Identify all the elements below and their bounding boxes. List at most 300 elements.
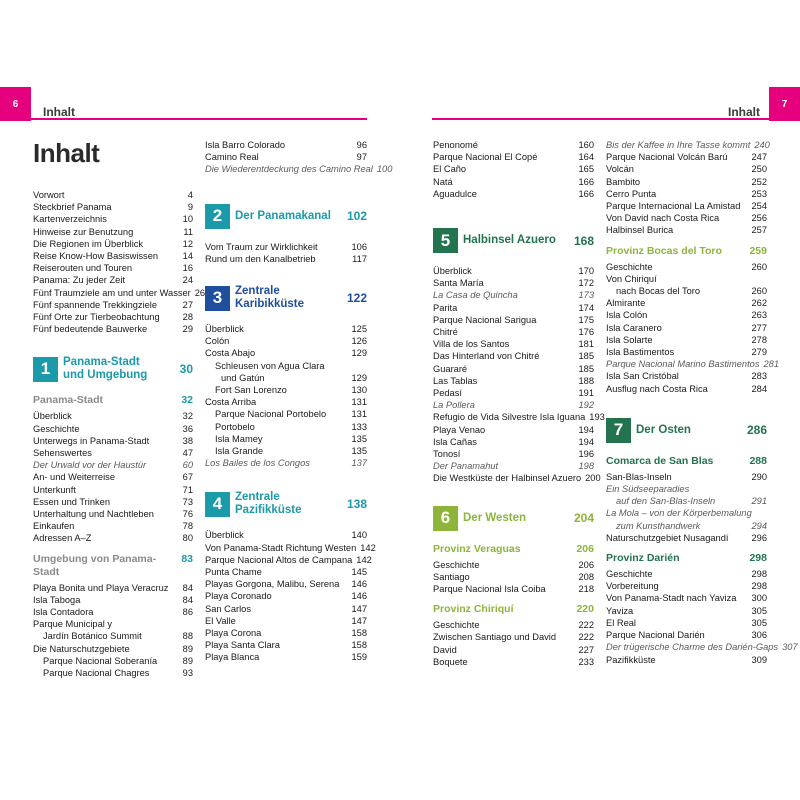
toc-entry-title: Unterhaltung und Nachtleben [33,509,154,520]
section-bocas-del-toro[interactable] [606,245,767,258]
chapter-5-heading[interactable] [433,228,594,253]
toc-list-chiriqui [433,619,594,668]
toc-entry-page: 32 [182,411,193,422]
section-page: 220 [576,603,594,616]
toc-list-col4-top [606,139,770,237]
toc-entry-page: 164 [578,152,594,163]
toc-entry-title: David [433,644,457,655]
toc-entry-page: 206 [578,559,594,570]
toc-entry-page: 222 [578,620,594,631]
toc-entry[interactable] [33,594,193,606]
toc-entry-page: 298 [751,569,767,580]
toc-entry[interactable] [433,163,594,175]
chapter-3-title-line1: Zentrale [235,285,280,298]
toc-entry-page: 290 [751,471,767,482]
toc-list-veraguas [433,559,594,596]
toc-entry-title: El Real [606,617,636,628]
toc-entry[interactable] [606,580,767,592]
toc-entry-page: 198 [578,461,594,472]
section-title: Comarca de San Blas [606,454,714,467]
toc-entry-page: 170 [578,266,594,277]
toc-entry-page: 67 [182,472,193,483]
toc-entry[interactable] [33,655,193,667]
toc-entry[interactable] [433,350,594,362]
toc-entry-page: 284 [751,383,767,394]
toc-list-col3-top [433,139,594,200]
toc-entry[interactable] [33,274,193,286]
toc-entry[interactable] [606,495,767,507]
toc-entry[interactable] [433,277,594,289]
section-chiriqui[interactable] [433,603,594,616]
toc-entry[interactable] [433,326,594,338]
toc-entry-page: 165 [578,164,594,175]
toc-entry[interactable] [606,617,767,629]
toc-entry[interactable] [606,334,767,346]
toc-entry[interactable] [606,176,767,188]
toc-entry[interactable] [33,643,193,655]
toc-entry-title: Playa Coronado [205,591,272,602]
toc-entry[interactable] [433,644,594,656]
toc-entry[interactable] [205,372,367,384]
toc-entry[interactable] [33,250,193,262]
toc-entry-title: Volcán [606,164,634,175]
toc-entry[interactable] [606,322,767,334]
toc-entry[interactable] [33,496,193,508]
toc-entry-page: 257 [751,225,767,236]
toc-entry[interactable] [205,396,367,408]
toc-entry[interactable] [606,261,767,273]
toc-entry-page: 233 [578,656,594,667]
toc-list-chapter-4 [205,529,376,663]
page-number-left: 6 [12,98,19,110]
toc-entry[interactable] [433,424,594,436]
chapter-3-page: 122 [346,291,367,306]
toc-entry-page: 117 [352,253,367,264]
toc-entry-title: Geschichte [433,620,480,631]
toc-entry-title: Parque Nacional Volcán Barú [606,152,728,163]
chapter-6-page: 204 [573,511,594,526]
toc-entry[interactable] [433,472,601,484]
section-page: 32 [181,394,193,407]
toc-entry[interactable] [433,460,594,472]
chapter-6-heading[interactable] [433,506,594,531]
toc-entry[interactable] [33,311,193,323]
toc-entry-page: 194 [578,436,594,447]
toc-entry-page: 84 [182,582,193,593]
section-title: Provinz Chiriquí [433,603,514,616]
toc-entry-title: Yaviza [606,605,634,616]
toc-entry-page: 256 [751,213,767,224]
toc-entry[interactable] [606,592,767,604]
toc-entry[interactable] [205,408,367,420]
toc-entry[interactable] [33,630,193,642]
toc-entry[interactable] [606,520,767,532]
toc-entry-title: Geschichte [606,569,653,580]
chapter-3-heading[interactable] [205,285,367,311]
chapter-1-title-line1: Panama-Stadt [63,356,140,369]
toc-entry-title: Refugio de Vida Silvestre Isla Iguana [433,412,586,423]
toc-entry[interactable] [433,583,594,595]
toc-entry[interactable] [433,619,594,631]
toc-entry-page: 298 [751,581,767,592]
toc-entry-title: Unterkunft [33,484,76,495]
toc-entry[interactable] [433,375,594,387]
toc-entry-title: Fünf Orte zur Tierbeobachtung [33,312,160,323]
toc-entry-page: 185 [578,351,594,362]
toc-entry-page: 145 [351,567,367,578]
toc-entry-page: 200 [585,473,601,484]
toc-entry[interactable] [33,226,193,238]
toc-entry-title: Von Chiriquí [606,273,657,284]
toc-entry-title: Natá [433,176,453,187]
toc-entry[interactable] [433,363,594,375]
toc-entry-title: Isla Bastimentos [606,347,675,358]
toc-entry-page: 196 [578,449,594,460]
toc-entry[interactable] [606,370,767,382]
toc-entry[interactable] [433,387,594,399]
toc-entry[interactable] [606,532,767,544]
toc-entry[interactable] [433,314,594,326]
toc-entry-title: Überblick [205,324,244,335]
chapter-1-number: 1 [33,357,58,382]
toc-entry-page: 38 [182,435,193,446]
toc-entry[interactable] [33,532,193,544]
section-title: Umgebung von Panama-Stadt [33,552,157,578]
toc-entry-page: 176 [578,327,594,338]
toc-entry-title: Ausflug nach Costa Rica [606,383,708,394]
toc-entry-page: 26 [194,287,206,298]
toc-list-chapter-5 [433,265,605,485]
toc-entry-title: Das Hinterland von Chitré [433,351,540,362]
toc-entry[interactable] [33,520,193,532]
toc-entry[interactable] [33,299,193,311]
toc-entry[interactable] [205,323,367,335]
toc-entry-title: Adressen A–Z [33,533,92,544]
toc-entry-page: 160 [578,140,594,150]
chapter-4-title-line1: Zentrale [235,491,280,504]
toc-entry[interactable] [205,253,367,265]
toc-entry[interactable] [433,302,594,314]
toc-entry-title: Ein Südseeparadies [606,484,690,495]
toc-entry-title: Parque Nacional Portobelo [215,409,327,420]
section-title: Provinz Bocas del Toro [606,244,722,257]
section-umgebung[interactable] [33,553,193,579]
toc-entry[interactable] [205,457,367,469]
toc-entry-title: Schleusen von Agua Clara [215,360,325,371]
section-page: 206 [576,542,594,555]
toc-entry[interactable] [433,289,594,301]
toc-column-2 [205,139,393,664]
toc-entry-page: 250 [751,164,767,175]
toc-entry-title: Parque Nacional Sarigua [433,314,537,325]
toc-entry[interactable] [33,484,193,496]
toc-entry[interactable] [33,262,193,274]
toc-entry-page: 80 [182,533,193,544]
toc-entry[interactable] [606,273,767,285]
toc-entry-page: 142 [360,542,376,553]
toc-entry[interactable] [433,188,594,200]
running-head-right: Inhalt [728,105,760,119]
toc-entry[interactable] [33,606,193,618]
toc-entry-title: Isla Grande [215,446,264,457]
section-san-blas[interactable] [606,455,767,468]
toc-entry-title: Parque Nacional El Copé [433,152,538,163]
toc-entry[interactable] [606,641,798,653]
toc-entry[interactable] [606,483,767,495]
toc-entry-title: Bambito [606,176,641,187]
toc-entry[interactable] [205,347,367,359]
toc-entry-title: Der Panamahut [433,461,499,472]
toc-entry[interactable] [606,309,767,321]
toc-entry-title: Playa Blanca [205,652,260,663]
toc-entry[interactable] [205,445,367,457]
chapter-1-title-line2: und Umgebung [63,369,148,382]
toc-entry[interactable] [205,578,367,590]
toc-entry[interactable] [606,163,767,175]
toc-entry[interactable] [205,529,367,541]
toc-entry-title: Pedasí [433,388,462,399]
toc-entry-title: Überblick [433,266,472,277]
toc-entry[interactable] [33,447,193,459]
toc-entry-title: Parque Internacional La Amistad [606,201,741,212]
toc-entry-page: 305 [751,617,767,628]
toc-entry-title: Parque Nacional Darién [606,630,705,641]
toc-entry[interactable] [33,201,193,213]
toc-entry[interactable] [606,654,767,666]
toc-entry-title: Pazifikküste [606,654,656,665]
toc-entry[interactable] [205,627,367,639]
toc-entry-page: 142 [356,554,372,565]
toc-entry-title: Geschichte [433,559,480,570]
toc-entry[interactable] [33,667,193,679]
toc-entry-title: Portobelo [215,421,255,432]
chapter-4-title-line2: Pazifikküste [235,504,302,517]
toc-entry-title: Vorwort [33,190,65,200]
toc-entry-page: 192 [578,400,594,411]
toc-entry-title: Isla Mamey [215,433,263,444]
toc-entry[interactable] [33,189,193,201]
toc-entry-title: Colón [205,336,230,347]
toc-entry[interactable] [606,188,767,200]
toc-entry-title: und Gatún [221,372,265,383]
toc-entry[interactable] [433,448,594,460]
toc-entry[interactable] [205,542,376,554]
toc-entry-page: 4 [187,190,193,200]
toc-entry[interactable] [205,241,367,253]
toc-entry[interactable] [433,151,594,163]
toc-entry[interactable] [33,618,193,630]
toc-entry-title: Santa María [433,278,484,289]
toc-entry-page: 126 [351,336,367,347]
toc-entry-page: 253 [751,188,767,199]
toc-entry-title: nach Bocas del Toro [616,286,701,297]
toc-entry[interactable] [606,383,767,395]
toc-entry[interactable] [606,297,767,309]
toc-entry-page: 254 [751,201,767,212]
toc-entry-page: 147 [351,615,367,626]
chapter-1-title [63,356,180,382]
toc-entry-page: 137 [351,458,367,469]
toc-entry-page: 11 [183,226,193,237]
toc-entry[interactable] [33,508,193,520]
toc-entry[interactable] [205,566,367,578]
toc-entry[interactable] [205,433,367,445]
toc-entry-page: 47 [182,448,193,459]
toc-entry[interactable] [205,615,367,627]
toc-entry-title: Vorbereitung [606,581,659,592]
toc-entry-title: Von Panama-Stadt Richtung Westen [205,542,357,553]
toc-entry[interactable] [205,603,367,615]
chapter-2-heading[interactable] [205,204,367,229]
toc-entry[interactable] [606,346,767,358]
toc-entry[interactable] [33,471,193,483]
chapter-4-title [235,491,347,517]
toc-entry-title: Überblick [33,411,72,422]
toc-entry-title: Fünf Traumziele am und unter Wasser [33,287,191,298]
toc-entry-title: Naturschutzgebiet Nusagandí [606,532,729,543]
toc-entry-title: Isla Contadora [33,607,94,618]
toc-entry[interactable] [433,338,594,350]
toc-entry[interactable] [33,287,206,299]
toc-list-col2-top [205,139,393,176]
toc-entry[interactable] [205,139,367,151]
toc-entry[interactable] [433,139,594,151]
toc-entry[interactable] [33,410,193,422]
toc-entry-title: Parque Nacional Chagres [43,668,150,679]
toc-entry[interactable] [205,639,367,651]
toc-entry-page: 133 [351,421,367,432]
toc-entry[interactable] [606,151,767,163]
toc-entry-page: 131 [351,397,367,408]
toc-entry[interactable] [606,568,767,580]
toc-entry-title: Isla Solarte [606,334,653,345]
toc-entry-title: Isla Barro Colorado [205,140,286,150]
toc-entry-title: San-Blas-Inseln [606,471,672,482]
toc-entry-title: Camino Real [205,152,259,163]
toc-entry-page: 279 [751,347,767,358]
toc-entry-page: 106 [351,241,367,252]
toc-entry-page: 181 [578,339,594,350]
chapter-7-number: 7 [606,418,631,443]
toc-entry[interactable] [606,285,767,297]
toc-entry[interactable] [205,335,367,347]
toc-entry[interactable] [606,471,767,483]
toc-entry-title: Playa Corona [205,628,262,639]
chapter-4-heading[interactable] [205,491,367,517]
toc-entry-page: 73 [182,496,193,507]
toc-entry[interactable] [33,459,193,471]
toc-entry-title: Costa Arriba [205,397,257,408]
chapter-3-title [235,285,347,311]
toc-entry[interactable] [606,629,767,641]
toc-entry-page: 86 [182,607,193,618]
toc-entry-title: zum Kunsthandwerk [616,520,701,531]
page-number-tab-right [769,87,800,121]
toc-entry-page: 172 [578,278,594,289]
section-darien[interactable] [606,552,767,565]
toc-entry[interactable] [33,213,193,225]
toc-entry-page: 227 [578,644,594,655]
toc-entry[interactable] [205,651,367,663]
toc-entry[interactable] [433,656,594,668]
toc-entry[interactable] [433,559,594,571]
toc-entry-page: 96 [356,140,367,150]
toc-entry[interactable] [606,507,767,519]
toc-entry-title: Los Bailes de los Congos [205,458,310,469]
toc-entry[interactable] [205,163,393,175]
toc-entry-title: Überblick [205,530,244,541]
chapter-2-number: 2 [205,204,230,229]
section-panama-stadt[interactable] [33,394,193,407]
toc-entry-title: El Valle [205,615,236,626]
chapter-5-title: Halbinsel Azuero [463,234,556,247]
toc-entry-title: Reise Know-How Basiswissen [33,251,159,262]
chapter-1-heading[interactable] [33,356,193,382]
toc-entry[interactable] [433,176,594,188]
toc-entry[interactable] [205,421,367,433]
toc-entry[interactable] [606,212,767,224]
toc-entry[interactable] [205,554,372,566]
page-title: Inhalt [33,138,100,168]
toc-entry-page: 159 [351,652,367,663]
toc-entry[interactable] [205,590,367,602]
toc-list-san-blas [606,471,767,544]
toc-entry[interactable] [606,358,779,370]
toc-entry[interactable] [205,151,367,163]
toc-entry[interactable] [33,423,193,435]
toc-entry[interactable] [433,631,594,643]
toc-entry[interactable] [433,411,605,423]
toc-entry[interactable] [606,200,767,212]
toc-entry-page: 131 [351,409,367,420]
toc-entry[interactable] [606,139,770,151]
toc-entry-title: La Mola – von der Körperbemalung [606,508,752,519]
toc-entry[interactable] [33,323,193,335]
toc-entry-page: 166 [578,176,594,187]
toc-entry-page: 208 [578,571,594,582]
toc-entry[interactable] [606,605,767,617]
chapter-7-heading[interactable] [606,418,767,443]
toc-entry-title: Parita [433,302,458,313]
toc-entry[interactable] [433,436,594,448]
toc-entry-page: 12 [182,238,193,249]
toc-entry-title: Guararé [433,363,468,374]
toc-entry[interactable] [606,224,767,236]
toc-entry[interactable] [33,435,193,447]
toc-entry-page: 240 [754,140,770,150]
toc-entry[interactable] [205,384,367,396]
toc-entry-page: 260 [751,286,767,297]
toc-entry-title: Villa de los Santos [433,339,510,350]
chapter-2-title: Der Panamakanal [235,209,331,222]
section-veraguas[interactable] [433,543,594,556]
toc-entry[interactable] [433,571,594,583]
toc-entry[interactable] [205,360,367,372]
section-page: 83 [181,552,193,565]
toc-entry-page: 97 [356,152,367,163]
toc-entry[interactable] [33,238,193,250]
toc-entry[interactable] [433,265,594,277]
toc-entry-page: 263 [751,310,767,321]
toc-entry-page: 278 [751,334,767,345]
toc-entry-title: Panama: Zu jeder Zeit [33,275,125,286]
toc-entry-page: 277 [751,322,767,333]
toc-entry-page: 129 [351,372,367,383]
toc-entry[interactable] [33,582,193,594]
toc-entry-page: 222 [578,632,594,643]
toc-entry[interactable] [433,399,594,411]
toc-entry-page: 307 [782,642,798,653]
